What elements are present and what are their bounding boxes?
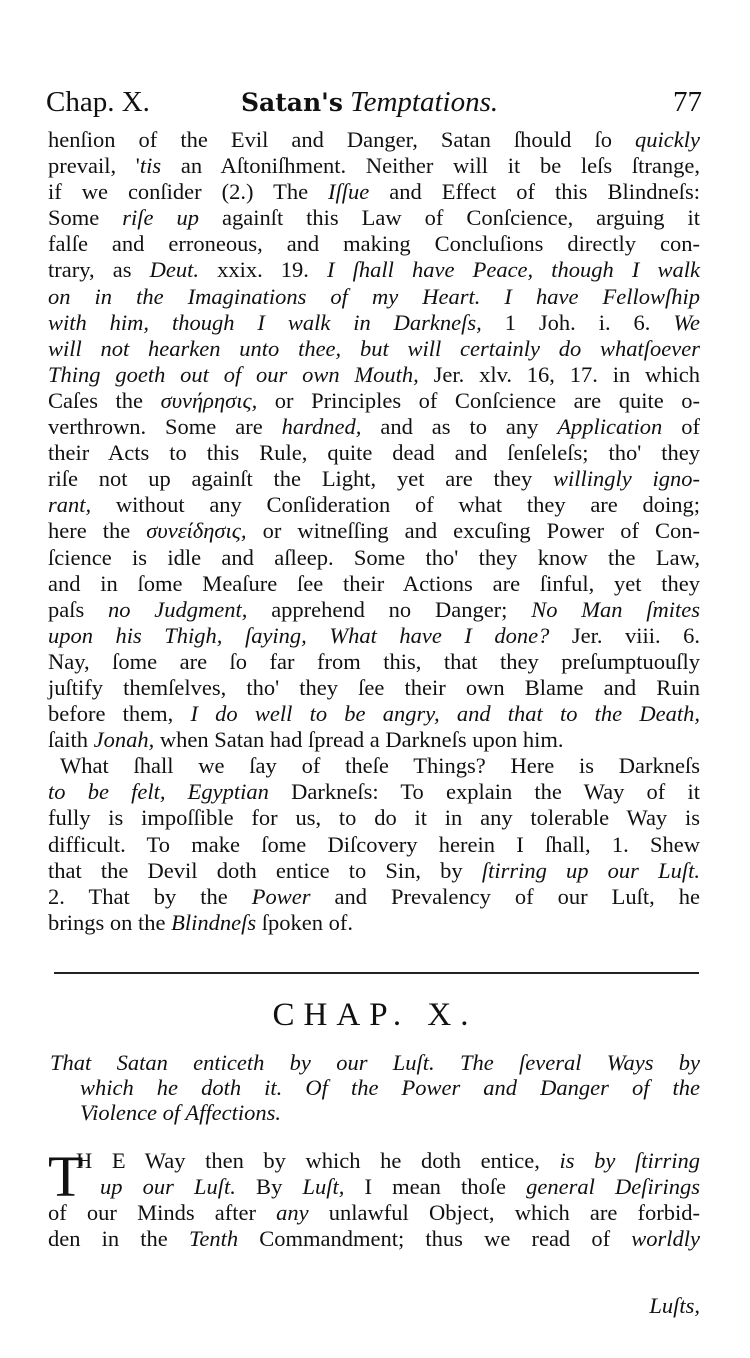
body-text	[48, 127, 700, 936]
text-segment: juſtify themſelves, tho' they ſee their own Blame and Ruin	[48, 674, 700, 700]
text-segment: that the Devil doth entice to Sin, by	[48, 857, 482, 883]
text-segment: their Acts to this Rule, quite dead and ſenſeleſs; tho' they	[48, 440, 700, 466]
text-segment: I ſhall have Peace, though I walk	[327, 257, 700, 283]
running-head-title-italic: Temptations.	[350, 86, 499, 118]
text-segment: Jer. xlv. 16, 17. in which	[418, 361, 700, 387]
text-segment: I mean thoſe	[344, 1174, 527, 1200]
text-segment: Power	[251, 883, 311, 909]
body-line	[48, 675, 700, 701]
text-segment: Blindneſs	[171, 909, 257, 935]
body-line	[48, 753, 700, 779]
opening-line	[48, 1200, 700, 1226]
text-segment: By	[235, 1174, 303, 1200]
text-segment: if we conſider (2.) The	[48, 179, 329, 205]
body-line	[48, 127, 700, 153]
body-line	[48, 257, 700, 283]
text-segment: no Judgment,	[108, 596, 248, 622]
opening-line	[48, 1148, 700, 1174]
body-line	[48, 571, 700, 597]
text-segment: with him, though I walk in Darkneſs,	[48, 309, 482, 335]
text-segment: fully is impoſſible for us, to do it in any tolerable Way is	[48, 805, 700, 831]
text-segment: hardned,	[281, 414, 362, 440]
text-segment: before them,	[48, 701, 191, 727]
text-segment: Darkneſs: To explain the Way of it	[268, 779, 700, 805]
running-head-chapter: Chap. X.	[46, 86, 150, 118]
text-segment: den in the	[48, 1226, 189, 1252]
body-line	[48, 179, 700, 205]
text-segment: on in the Imaginations of my Heart. I have Fellowſhip	[48, 283, 700, 309]
text-segment: and Effect of this Blindneſs:	[369, 179, 700, 205]
chapter-synopsis	[50, 1050, 700, 1125]
text-segment: henſion of the Evil and Danger, Satan ſhould ſo	[48, 127, 636, 152]
text-segment: Thing goeth out of our own Mouth,	[48, 361, 419, 387]
text-segment: Some	[48, 205, 123, 231]
body-line	[48, 623, 700, 649]
body-line	[48, 336, 700, 362]
text-segment: riſe not up againſt the Light, yet are they	[48, 466, 553, 492]
text-segment: I do well to be angry, and that to the Death,	[190, 701, 700, 727]
text-segment: to be felt, Egyptian	[48, 779, 269, 805]
body-line	[48, 884, 700, 910]
body-line	[48, 858, 700, 884]
text-segment: unlawful Object, which are forbid-	[308, 1200, 700, 1226]
text-segment: or Principles of Conſcience are quite o-	[257, 387, 700, 413]
text-segment: Deut.	[149, 257, 199, 283]
text-segment: verthrown. Some are	[48, 414, 282, 440]
body-line	[48, 832, 700, 858]
body-line	[48, 466, 700, 492]
text-segment: ſaith	[48, 727, 94, 753]
text-segment: Luſt,	[302, 1174, 345, 1200]
text-segment: H E Way then by which he doth entice,	[76, 1148, 560, 1173]
running-head-title-blackletter: Satan's	[241, 88, 343, 117]
body-line	[48, 805, 700, 831]
body-line	[48, 153, 700, 179]
text-segment: difficult. To make ſome Diſcovery herein I ſhall, 1. Shew	[48, 831, 700, 857]
text-segment: ſcience is idle and aſleep. Some tho' they know the Law,	[48, 544, 700, 570]
text-segment: 1 Joh. i. 6.	[481, 309, 674, 335]
text-segment: Tenth	[188, 1226, 239, 1252]
text-segment: Application	[557, 414, 663, 440]
body-line	[48, 597, 700, 623]
body-line	[48, 362, 700, 388]
body-line	[48, 388, 700, 414]
text-segment: brings on the	[48, 909, 172, 935]
text-segment: συνείδησις,	[146, 518, 247, 544]
text-segment: will not hearken unto thee, but will certainly do whatſoever	[48, 335, 700, 361]
synopsis-line: which he doth it. Of the Power and Danger of the	[80, 1075, 700, 1100]
drop-cap: T	[48, 1144, 84, 1209]
chapter-divider-rule	[54, 972, 699, 974]
text-segment: and as to any	[361, 414, 558, 440]
opening-line	[48, 1226, 700, 1252]
synopsis-line: Violence of Affections.	[80, 1100, 281, 1125]
body-line	[48, 492, 700, 518]
text-segment: quickly	[635, 127, 700, 152]
body-line	[48, 310, 700, 336]
body-line	[48, 649, 700, 675]
text-segment: Jonah,	[93, 727, 155, 753]
body-line	[48, 910, 700, 936]
text-segment: againſt this Law of Conſcience, arguing it	[198, 205, 700, 231]
running-head	[46, 82, 702, 122]
text-segment: willingly igno-	[552, 466, 701, 492]
text-segment: paſs	[48, 596, 109, 622]
chapter-heading: CHAP. X.	[272, 997, 478, 1033]
body-line	[48, 701, 700, 727]
text-segment: here the	[48, 518, 147, 544]
text-segment: trary, as	[48, 257, 150, 283]
text-segment: Caſes the	[48, 387, 161, 413]
text-segment: apprehend no Danger;	[247, 596, 532, 622]
text-segment: Nay, ſome are ſo far from this, that they preſumptuouſly	[48, 648, 700, 674]
text-segment: and in ſome Meaſure ſee their Actions are ſinful, yet they	[48, 570, 700, 596]
body-line	[48, 518, 700, 544]
text-segment: συνήρησις,	[160, 387, 258, 413]
text-segment: Iſſue	[328, 179, 370, 205]
opening-line	[48, 1174, 700, 1200]
text-segment: ſtirring up our Luſt.	[481, 857, 700, 883]
body-line	[48, 414, 700, 440]
text-segment: is by ſtirring	[559, 1148, 700, 1173]
text-segment: worldly	[631, 1226, 700, 1252]
text-segment: any	[276, 1200, 309, 1226]
synopsis-line: That Satan enticeth by our Luſt. The ſeveral Ways by	[50, 1050, 700, 1075]
text-segment: upon his Thigh, ſaying, What have I done?	[48, 622, 550, 648]
catchword: Luſts,	[649, 1293, 700, 1318]
body-line	[48, 205, 700, 231]
text-segment: What ſhall we ſay of theſe Things? Here is Darkneſs	[60, 753, 700, 779]
text-segment: Commandment; thus we read of	[238, 1226, 632, 1252]
text-segment: of	[662, 414, 700, 440]
text-segment: prevail, '	[48, 153, 140, 179]
text-segment: tis	[139, 153, 162, 179]
body-line	[48, 727, 700, 753]
text-segment: up our Luſt.	[100, 1174, 236, 1200]
text-segment: general Deſirings	[526, 1174, 700, 1200]
text-segment: Jer. viii. 6.	[549, 622, 700, 648]
text-segment: xxix. 19.	[198, 257, 328, 283]
page-number: 77	[673, 86, 702, 118]
text-segment: ſpoken of.	[256, 909, 353, 935]
text-segment: We	[673, 309, 700, 335]
text-segment: 2. That by the	[48, 883, 252, 909]
text-segment: without any Conſideration of what they are doing;	[91, 492, 700, 518]
text-segment: No Man ſmites	[531, 596, 701, 622]
text-segment: an Aſtoniſhment. Neither will it be leſs ſtrange,	[161, 153, 700, 179]
text-segment: when Satan had ſpread a Darkneſs upon him.	[154, 727, 564, 753]
body-line	[48, 284, 700, 310]
body-line	[48, 231, 700, 257]
text-segment: or witneſſing and excuſing Power of Con-	[246, 518, 700, 544]
text-segment: and Prevalency of our Luſt, he	[310, 883, 700, 909]
body-line	[48, 545, 700, 571]
text-segment: rant,	[48, 492, 92, 518]
running-head-title	[241, 82, 498, 123]
text-segment: of our Minds after	[48, 1200, 277, 1226]
text-segment: riſe up	[122, 205, 199, 231]
chapter-opening-paragraph	[48, 1144, 700, 1252]
text-segment: falſe and erroneous, and making Concluſions directly con-	[48, 231, 700, 257]
body-line	[48, 440, 700, 466]
body-line	[48, 779, 700, 805]
